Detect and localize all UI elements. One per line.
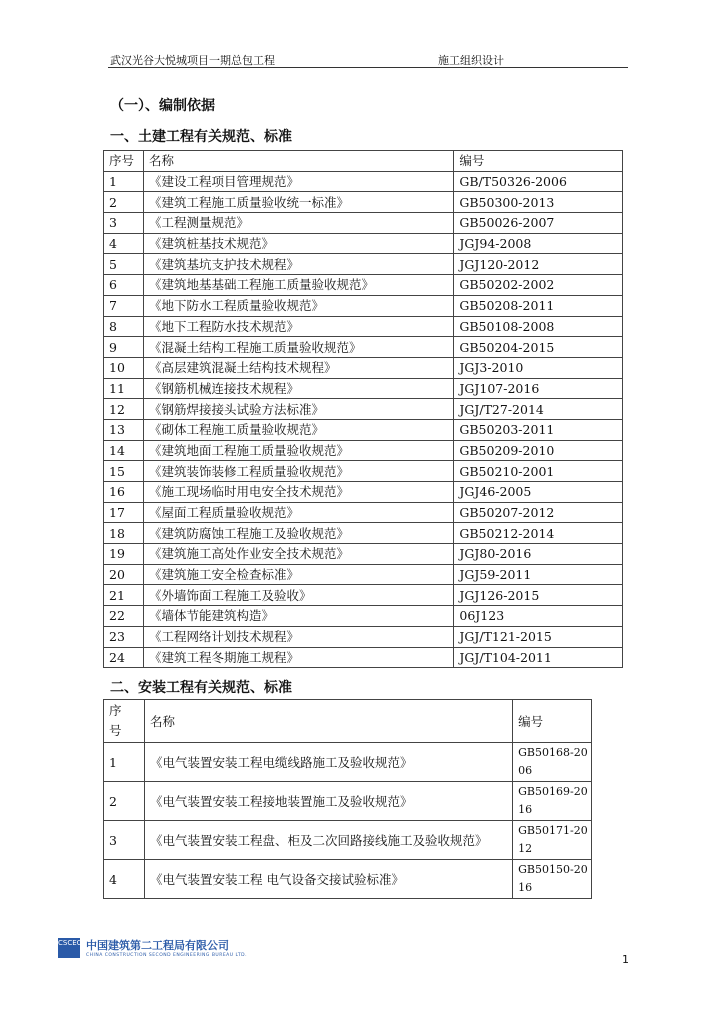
- t1-cell-code: JGJ107-2016: [454, 378, 623, 399]
- t1-cell-code: GB/T50326-2006: [454, 171, 623, 192]
- table-row: [104, 378, 623, 399]
- t1-cell-code: JGJ126-2015: [454, 585, 623, 606]
- t2-header-row: [104, 700, 592, 743]
- t1-cell-code: JGJ/T121-2015: [454, 626, 623, 647]
- t1-cell-index: 1: [104, 171, 144, 192]
- page-header: [108, 50, 628, 68]
- t1-cell-name: 《施工现场临时用电安全技术规范》: [143, 482, 453, 503]
- table-row: [104, 461, 623, 482]
- t1-cell-index: 13: [104, 419, 144, 440]
- t1-cell-index: 21: [104, 585, 144, 606]
- t2-cell-name: 《电气装置安装工程电缆线路施工及验收规范》: [144, 743, 512, 782]
- header-project-name: 武汉光谷大悦城项目一期总包工程: [110, 54, 275, 67]
- t2-cell-code: GB50169-2016: [513, 782, 592, 821]
- t1-cell-code: GB50210-2001: [454, 461, 623, 482]
- t1-cell-index: 9: [104, 337, 144, 358]
- t1-cell-code: GB50108-2008: [454, 316, 623, 337]
- table-row: [104, 626, 623, 647]
- table-row: [104, 419, 623, 440]
- t1-cell-name: 《建筑施工高处作业安全技术规范》: [143, 544, 453, 565]
- table-row: [104, 213, 623, 234]
- table-row: [104, 523, 623, 544]
- table-row: [104, 544, 623, 565]
- t1-cell-name: 《建筑地基基础工程施工质量验收规范》: [143, 275, 453, 296]
- cscec-logo-icon: CSCEC: [58, 938, 80, 958]
- t1-cell-index: 23: [104, 626, 144, 647]
- t1-cell-code: GB50202-2002: [454, 275, 623, 296]
- t1-cell-name: 《地下防水工程质量验收规范》: [143, 295, 453, 316]
- t1-cell-index: 12: [104, 399, 144, 420]
- t1-cell-code: GB50207-2012: [454, 502, 623, 523]
- header-doc-title: 施工组织设计: [438, 54, 504, 67]
- company-name-en: CHINA CONSTRUCTION SECOND ENGINEERING BUREAU LTD.: [86, 953, 248, 958]
- part1-title: 一、土建工程有关规范、标准: [110, 129, 292, 145]
- table-row: [104, 254, 623, 275]
- t1-cell-code: GB50203-2011: [454, 419, 623, 440]
- t1-cell-name: 《钢筋焊接接头试验方法标准》: [143, 399, 453, 420]
- table-row: [104, 192, 623, 213]
- t1-cell-code: GB50212-2014: [454, 523, 623, 544]
- table-row: [104, 606, 623, 627]
- table-row: [104, 295, 623, 316]
- table-row: [104, 275, 623, 296]
- t1-cell-name: 《钢筋机械连接技术规程》: [143, 378, 453, 399]
- t1-cell-index: 17: [104, 502, 144, 523]
- table-row: [104, 233, 623, 254]
- t2-cell-code: GB50171-2012: [513, 821, 592, 860]
- t1-cell-index: 18: [104, 523, 144, 544]
- table-row: [104, 821, 592, 860]
- t2-cell-code: GB50168-2006: [513, 743, 592, 782]
- t1-cell-name: 《外墙饰面工程施工及验收》: [143, 585, 453, 606]
- t1-header-row: [104, 151, 623, 172]
- table-row: [104, 782, 592, 821]
- t1-cell-code: GB50204-2015: [454, 337, 623, 358]
- t2-header-cell: 编号: [513, 700, 592, 743]
- t1-cell-code: JGJ/T104-2011: [454, 647, 623, 668]
- t1-cell-code: JGJ59-2011: [454, 564, 623, 585]
- table-row: [104, 743, 592, 782]
- t1-cell-name: 《工程网络计划技术规程》: [143, 626, 453, 647]
- table-row: [104, 860, 592, 899]
- table-row: [104, 564, 623, 585]
- section-title: （一）、编制依据: [110, 98, 215, 114]
- t1-cell-name: 《墙体节能建筑构造》: [143, 606, 453, 627]
- civil-standards-table: [103, 150, 623, 668]
- table-row: [104, 585, 623, 606]
- t1-cell-code: GB50208-2011: [454, 295, 623, 316]
- t1-cell-index: 6: [104, 275, 144, 296]
- t1-cell-index: 10: [104, 357, 144, 378]
- t1-cell-index: 14: [104, 440, 144, 461]
- t1-cell-index: 8: [104, 316, 144, 337]
- t1-header-cell: 序号: [104, 151, 144, 172]
- table-row: [104, 482, 623, 503]
- t1-header-cell: 编号: [454, 151, 623, 172]
- t1-cell-index: 7: [104, 295, 144, 316]
- t1-cell-name: 《地下工程防水技术规范》: [143, 316, 453, 337]
- installation-standards-table: [103, 699, 592, 899]
- t1-cell-index: 24: [104, 647, 144, 668]
- t1-cell-code: JGJ/T27-2014: [454, 399, 623, 420]
- t1-cell-name: 《建筑地面工程施工质量验收规范》: [143, 440, 453, 461]
- table-row: [104, 171, 623, 192]
- t2-cell-index: 4: [104, 860, 145, 899]
- t1-cell-index: 2: [104, 192, 144, 213]
- page-number: 1: [622, 953, 629, 966]
- t2-cell-name: 《电气装置安装工程接地装置施工及验收规范》: [144, 782, 512, 821]
- t2-cell-name: 《电气装置安装工程盘、柜及二次回路接线施工及验收规范》: [144, 821, 512, 860]
- t1-cell-index: 22: [104, 606, 144, 627]
- table-row: [104, 440, 623, 461]
- t1-cell-code: JGJ80-2016: [454, 544, 623, 565]
- t1-cell-index: 20: [104, 564, 144, 585]
- t1-cell-name: 《建筑桩基技术规范》: [143, 233, 453, 254]
- t1-cell-name: 《建筑基坑支护技术规程》: [143, 254, 453, 275]
- company-logo: [58, 937, 247, 958]
- t1-cell-name: 《建筑防腐蚀工程施工及验收规范》: [143, 523, 453, 544]
- t1-cell-index: 4: [104, 233, 144, 254]
- table-row: [104, 647, 623, 668]
- t2-cell-index: 3: [104, 821, 145, 860]
- t1-cell-index: 11: [104, 378, 144, 399]
- t1-cell-code: JGJ46-2005: [454, 482, 623, 503]
- t1-cell-code: GB50026-2007: [454, 213, 623, 234]
- t2-header-cell: 名称: [144, 700, 512, 743]
- t2-cell-index: 2: [104, 782, 145, 821]
- t1-header-cell: 名称: [143, 151, 453, 172]
- t1-cell-index: 16: [104, 482, 144, 503]
- t1-cell-index: 5: [104, 254, 144, 275]
- t1-cell-name: 《混凝土结构工程施工质量验收规范》: [143, 337, 453, 358]
- t1-cell-index: 19: [104, 544, 144, 565]
- t1-cell-name: 《建设工程项目管理规范》: [143, 171, 453, 192]
- t2-header-cell: 序号: [104, 700, 145, 743]
- t1-cell-index: 15: [104, 461, 144, 482]
- t1-cell-code: JGJ120-2012: [454, 254, 623, 275]
- table-row: [104, 337, 623, 358]
- table-row: [104, 316, 623, 337]
- t1-cell-name: 《建筑工程冬期施工规程》: [143, 647, 453, 668]
- t1-cell-index: 3: [104, 213, 144, 234]
- t1-cell-code: GB50209-2010: [454, 440, 623, 461]
- t2-cell-code: GB50150-2016: [513, 860, 592, 899]
- t1-cell-name: 《建筑施工安全检查标准》: [143, 564, 453, 585]
- table-row: [104, 502, 623, 523]
- table-row: [104, 399, 623, 420]
- t1-cell-name: 《工程测量规范》: [143, 213, 453, 234]
- t1-cell-name: 《屋面工程质量验收规范》: [143, 502, 453, 523]
- t1-cell-code: GB50300-2013: [454, 192, 623, 213]
- t1-cell-name: 《砌体工程施工质量验收规范》: [143, 419, 453, 440]
- table-row: [104, 357, 623, 378]
- t1-cell-code: JGJ3-2010: [454, 357, 623, 378]
- part2-title: 二、安装工程有关规范、标准: [110, 680, 292, 696]
- t1-cell-name: 《建筑工程施工质量验收统一标准》: [143, 192, 453, 213]
- t2-cell-index: 1: [104, 743, 145, 782]
- t1-cell-code: 06J123: [454, 606, 623, 627]
- company-name-cn: 中国建筑第二工程局有限公司: [86, 939, 229, 952]
- t1-cell-code: JGJ94-2008: [454, 233, 623, 254]
- t2-cell-name: 《电气装置安装工程 电气设备交接试验标准》: [144, 860, 512, 899]
- t1-cell-name: 《建筑装饰装修工程质量验收规范》: [143, 461, 453, 482]
- t1-cell-name: 《高层建筑混凝土结构技术规程》: [143, 357, 453, 378]
